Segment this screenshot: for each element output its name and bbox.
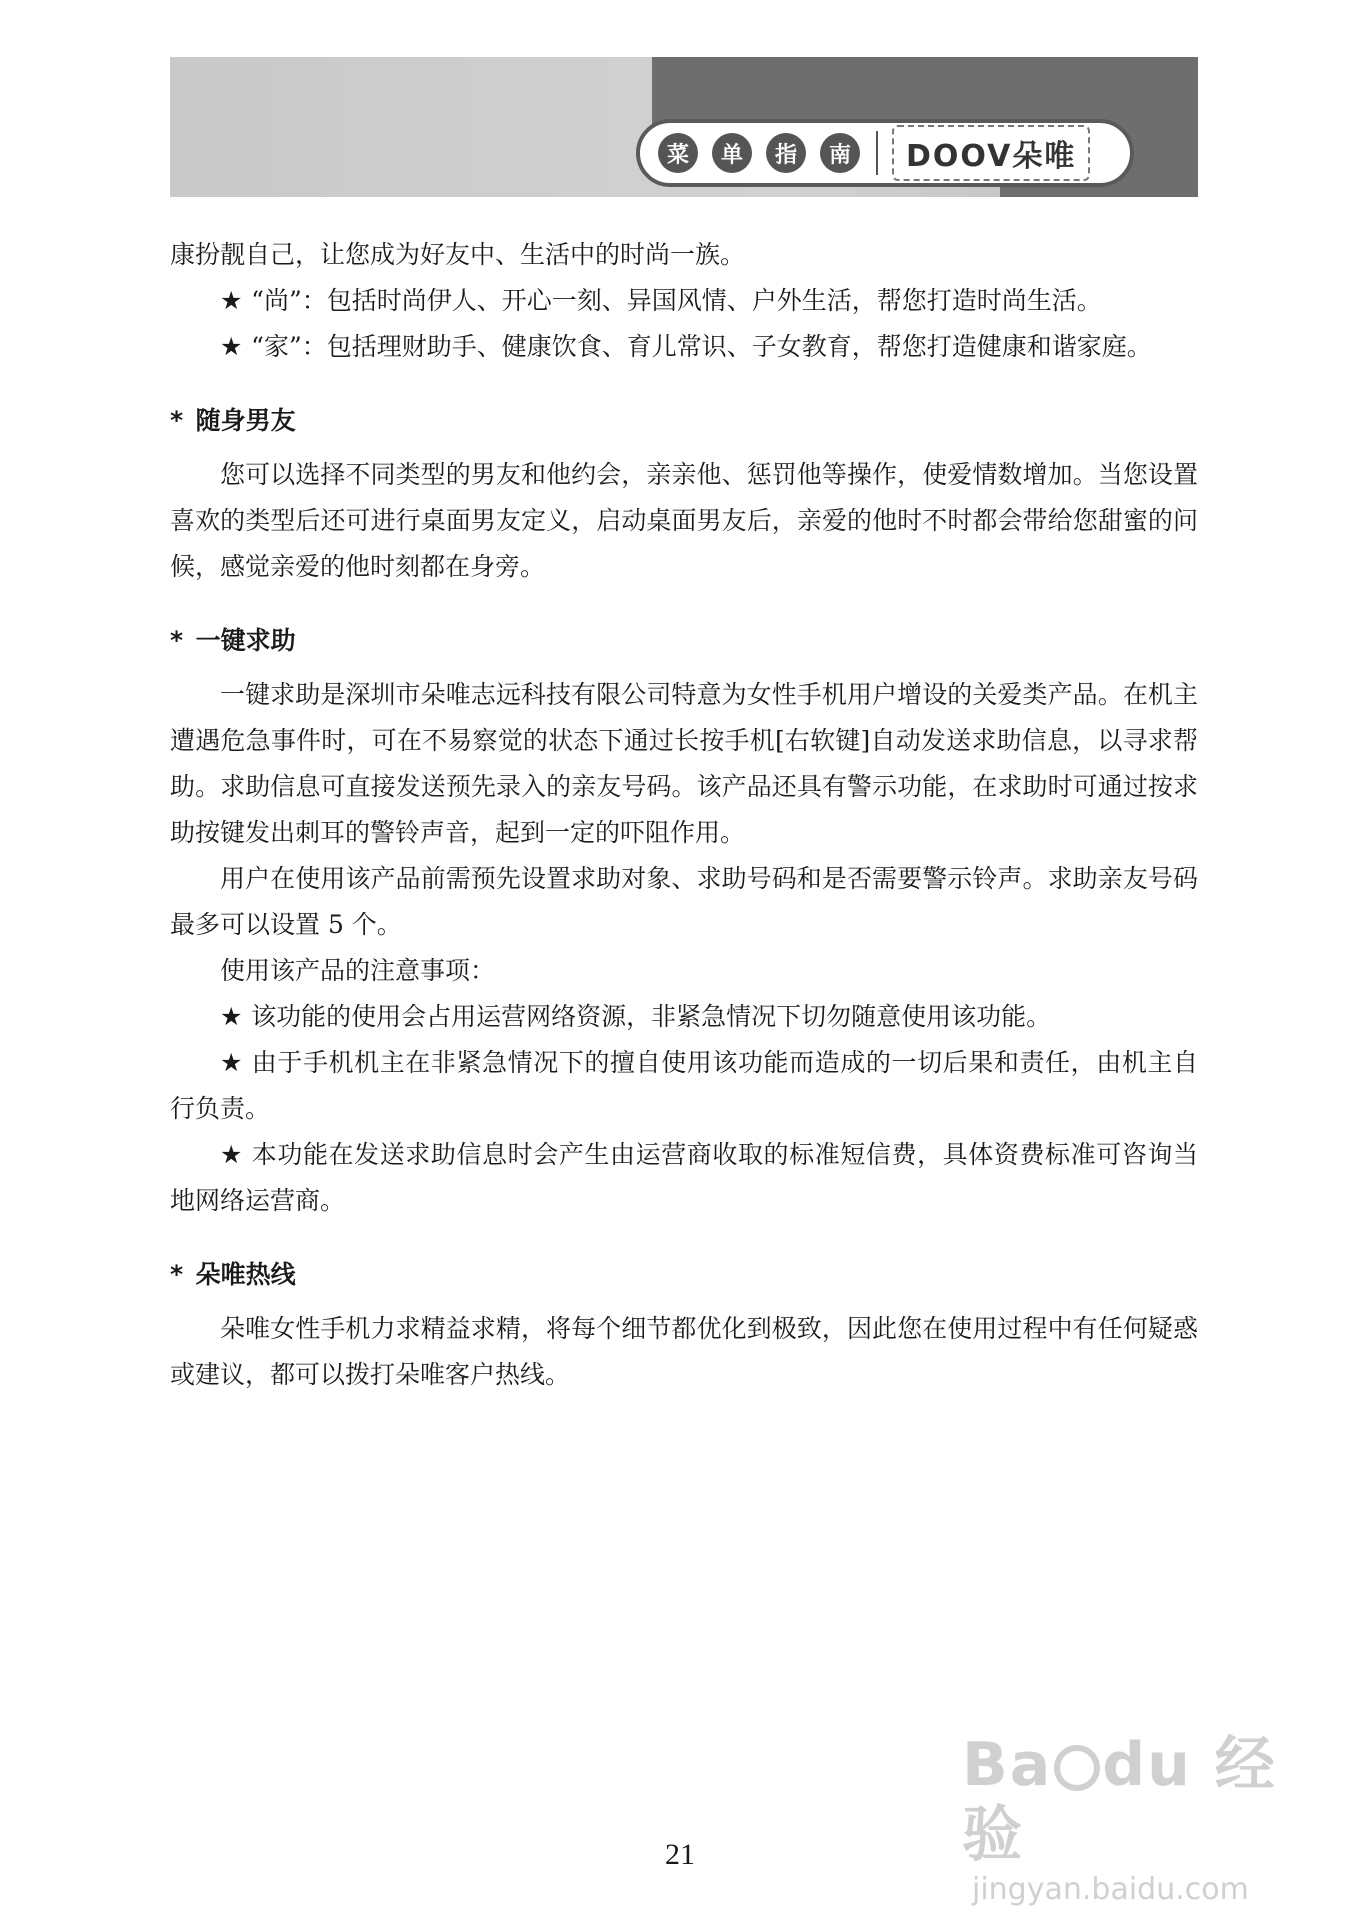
watermark-logo: Ba du 经验 (962, 1730, 1277, 1870)
page-content (170, 232, 1198, 1398)
menu-guide-title (658, 133, 860, 173)
brand-logo: DOOV朵唯 (892, 125, 1090, 181)
paragraph: ★ 本功能在发送求助信息时会产生由运营商收取的标准短信费，具体资费标准可咨询当地网络运营商。 (170, 1140, 1198, 1215)
title-char: 单 (712, 133, 752, 173)
title-char: 南 (820, 133, 860, 173)
header-title-pill (636, 119, 1134, 187)
baidu-watermark (962, 1730, 1292, 1907)
star-bullet: ★ (220, 1140, 244, 1169)
paragraph: ★ “家”：包括理财助手、健康饮食、育儿常识、子女教育，帮您打造健康和谐家庭。 (220, 332, 1152, 361)
page-header-banner (170, 57, 1198, 197)
paw-icon (1054, 1745, 1100, 1791)
paragraph: 您可以选择不同类型的男友和他约会，亲亲他、惩罚他等操作，使爱情数增加。当您设置喜欢的类型后还可进行桌面男友定义，启动桌面男友后，亲爱的他时不时都会带给您甜蜜的问候，感觉亲爱的他时刻都在身旁。 (170, 460, 1198, 581)
pill-divider (876, 131, 878, 175)
paragraph: ★ 该功能的使用会占用运营网络资源，非紧急情况下切勿随意使用该功能。 (220, 1002, 1052, 1031)
paragraph: 使用该产品的注意事项： (220, 956, 496, 985)
paragraph: 一键求助是深圳市朵唯志远科技有限公司特意为女性手机用户增设的关爱类产品。在机主遭遇危急事件时，可在不易察觉的状态下通过长按手机[右软键]自动发送求助信息，以寻求帮助。求助信息可直接发送预先录入的亲友号码。该产品还具有警示功能，在求助时可通过按求助按键发出刺耳的警铃声音，起到一定的吓阻作用。 (170, 680, 1198, 847)
paragraph: ★ “尚”：包括时尚伊人、开心一刻、异国风情、户外生活，帮您打造时尚生活。 (220, 286, 1102, 315)
section-heading: * 一键求助 (170, 626, 296, 655)
section-heading: * 随身男友 (170, 406, 296, 435)
title-char: 指 (766, 133, 806, 173)
star-bullet: ★ (220, 1002, 243, 1031)
paragraph: 康扮靓自己，让您成为好友中、生活中的时尚一族。 (170, 240, 746, 269)
paragraph: 用户在使用该产品前需预先设置求助对象、求助号码和是否需要警示铃声。求助亲友号码最多可以设置 5 个。 (170, 864, 1198, 939)
page-number: 21 (665, 1838, 695, 1871)
title-char: 菜 (658, 133, 698, 173)
star-bullet: ★ (220, 332, 243, 361)
paragraph: 朵唯女性手机力求精益求精，将每个细节都优化到极致，因此您在使用过程中有任何疑惑或建议，都可以拨打朵唯客户热线。 (170, 1314, 1198, 1389)
star-bullet: ★ (220, 1048, 244, 1077)
section-heading: * 朵唯热线 (170, 1260, 296, 1289)
watermark-url: jingyan.baidu.com (972, 1872, 1249, 1907)
paragraph: ★ 由于手机机主在非紧急情况下的擅自使用该功能而造成的一切后果和责任，由机主自行负责。 (170, 1048, 1198, 1123)
star-bullet: ★ (220, 286, 243, 315)
